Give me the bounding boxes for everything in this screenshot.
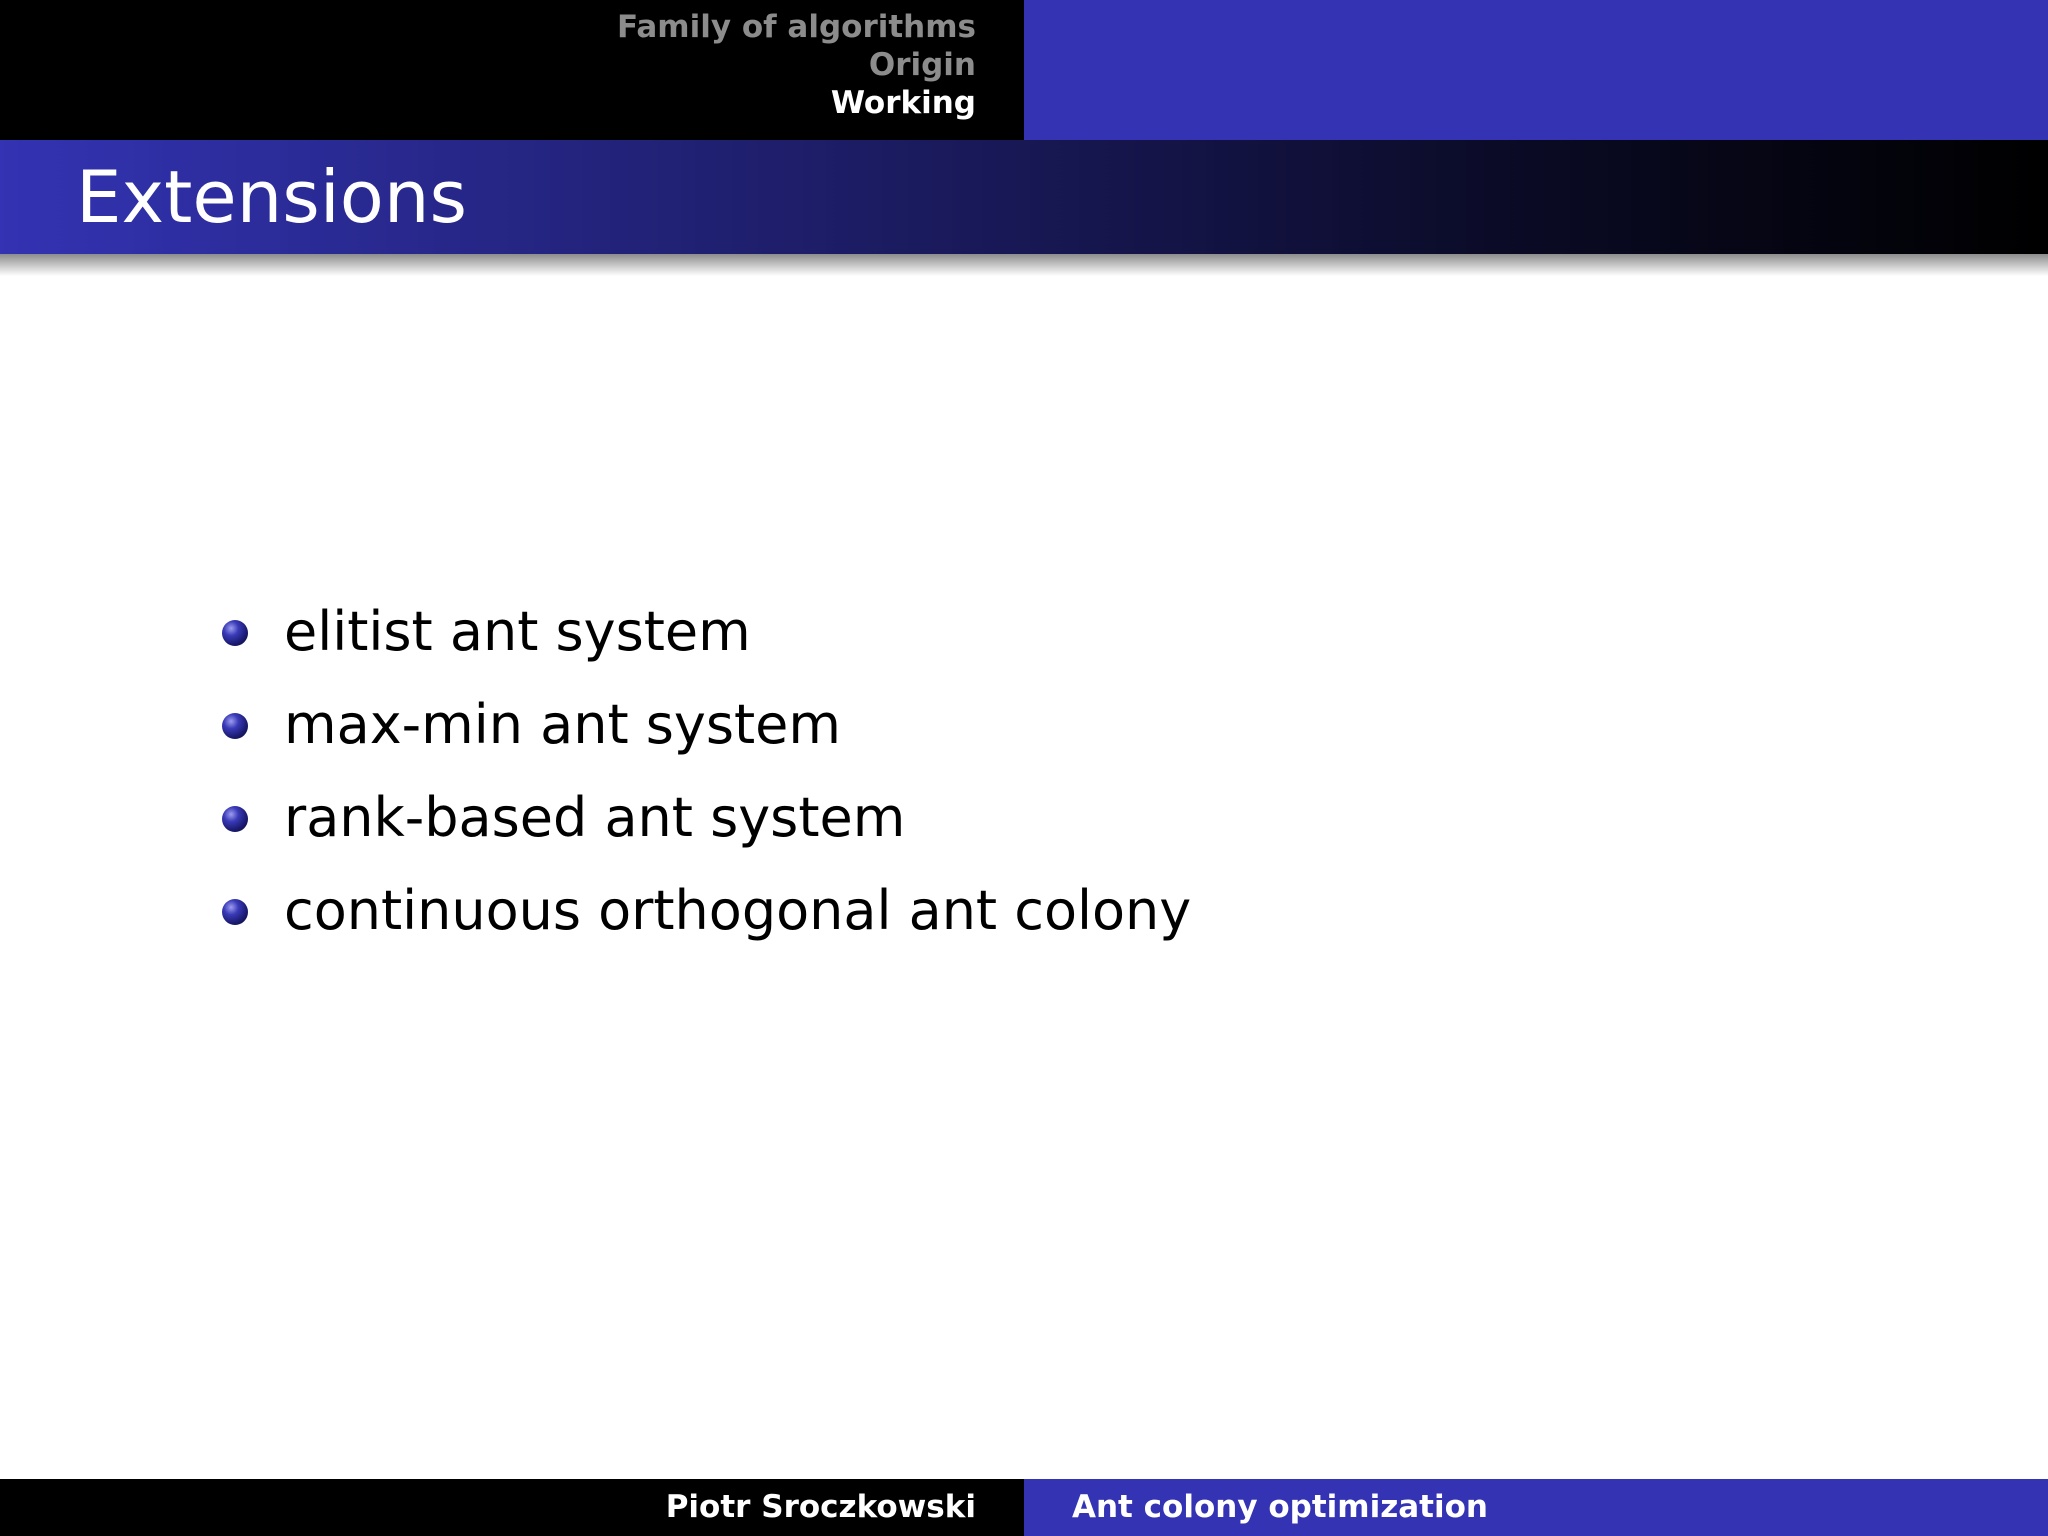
nav-section-working[interactable]: Working xyxy=(830,85,976,121)
nav-section-origin[interactable]: Origin xyxy=(868,47,976,83)
list-item xyxy=(222,780,1191,873)
list-item xyxy=(222,594,1191,687)
bullet-list xyxy=(222,594,1191,966)
ball-bullet-icon xyxy=(222,899,248,925)
list-item-text: elitist ant system xyxy=(284,600,751,663)
ball-bullet-icon xyxy=(222,806,248,832)
frame-title-shadow xyxy=(0,254,2048,276)
headline-bar xyxy=(0,0,2048,140)
footline-bar xyxy=(0,1479,2048,1536)
ball-bullet-icon xyxy=(222,713,248,739)
list-item-text: max-min ant system xyxy=(284,693,842,756)
slide-title: Extensions xyxy=(76,155,467,239)
footer-title: Ant colony optimization xyxy=(1072,1489,1488,1525)
footer-author: Piotr Sroczkowski xyxy=(665,1489,976,1525)
list-item xyxy=(222,873,1191,966)
ball-bullet-icon xyxy=(222,620,248,646)
section-navigation xyxy=(617,8,1024,122)
list-item xyxy=(222,687,1191,780)
list-item-text: continuous orthogonal ant colony xyxy=(284,879,1192,942)
nav-section-family-of-algorithms[interactable]: Family of algorithms xyxy=(617,9,976,45)
list-item-text: rank-based ant system xyxy=(284,786,906,849)
headline-right-panel xyxy=(1024,0,2048,140)
